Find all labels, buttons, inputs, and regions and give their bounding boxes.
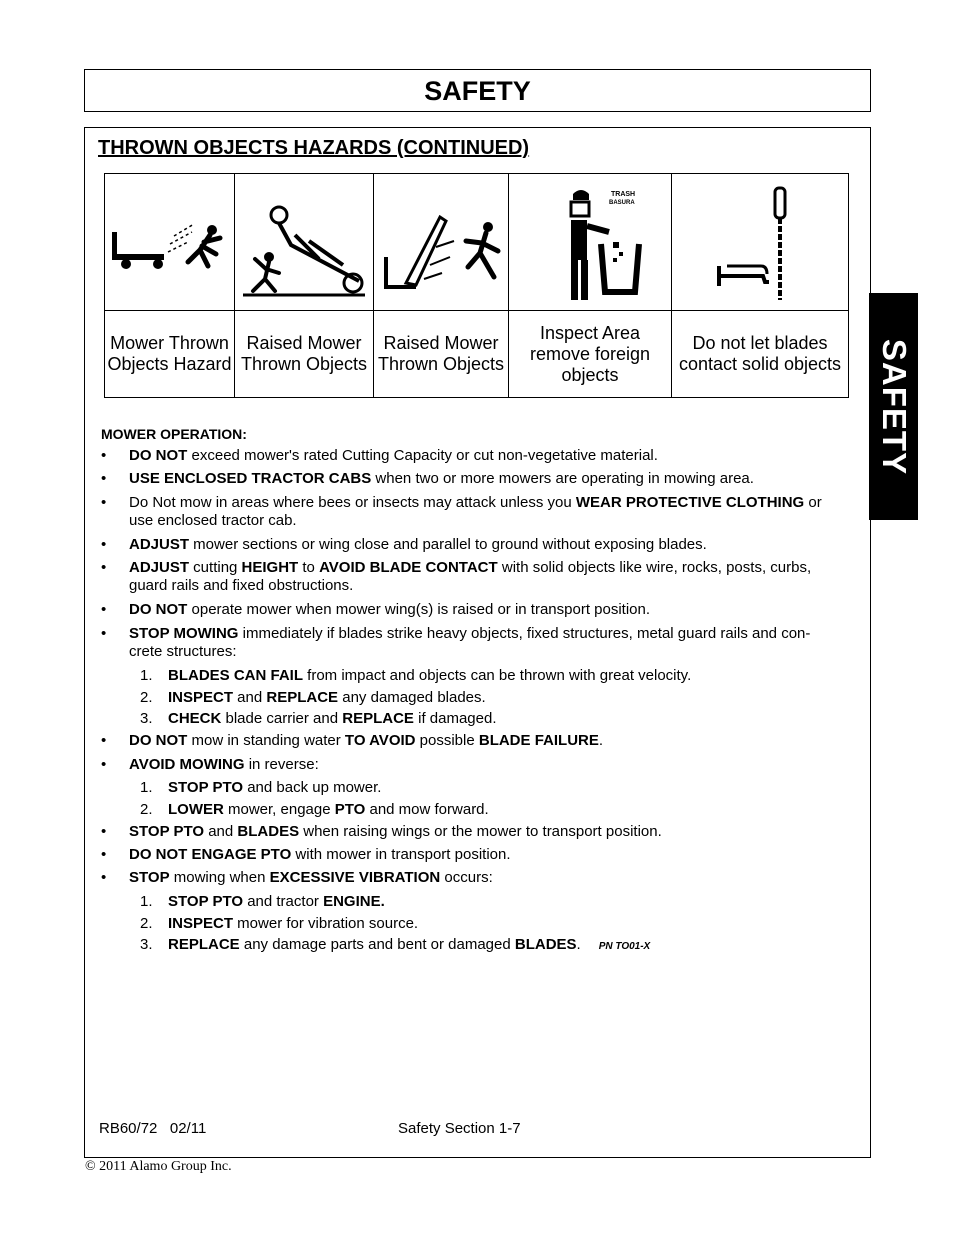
step-item: LOWER mower, engage PTO and mow forward. bbox=[168, 801, 489, 818]
copyright: © 2011 Alamo Group Inc. bbox=[85, 1159, 232, 1174]
step-item: CHECK blade carrier and REPLACE if damaged. bbox=[168, 710, 497, 727]
header-box bbox=[84, 69, 871, 112]
icon-caption: Mower Thrown Objects Hazard bbox=[105, 311, 235, 398]
list-item: ADJUST mower sections or wing close and parallel to ground without exposing blades. bbox=[129, 536, 707, 553]
side-tab-label: SAFETY bbox=[875, 338, 913, 475]
step-number: 1. bbox=[140, 893, 153, 910]
blade-contact-icon bbox=[672, 174, 849, 311]
step-number: 3. bbox=[140, 936, 153, 953]
mower-thrown-objects-icon bbox=[105, 174, 235, 311]
bullet: • bbox=[101, 732, 107, 749]
list-item: STOP MOWING immediately if blades strike heavy objects, fixed structures, metal guard rails and con- crete structures: bbox=[129, 625, 811, 660]
bullet: • bbox=[101, 823, 107, 840]
raised-mower-hazard-icon bbox=[374, 174, 509, 311]
step-item: STOP PTO and back up mower. bbox=[168, 779, 382, 796]
bullet: • bbox=[101, 470, 107, 487]
list-item: DO NOT operate mower when mower wing(s) is raised or in transport position. bbox=[129, 601, 651, 618]
list-item: Do Not mow in areas where bees or insects may attack unless you WEAR PROTECTIVE CLOTHING or use enclosed tractor cab. bbox=[129, 494, 822, 529]
step-number: 2. bbox=[140, 801, 153, 818]
bullet: • bbox=[101, 536, 107, 553]
icon-caption: Raised Mower Thrown Objects bbox=[235, 311, 374, 398]
step-number: 1. bbox=[140, 779, 153, 796]
list-item: DO NOT mow in standing water TO AVOID possible BLADE FAILURE. bbox=[129, 732, 604, 749]
list-item: DO NOT exceed mower's rated Cutting Capacity or cut non-vegetative material. bbox=[129, 447, 658, 464]
step-item: INSPECT and REPLACE any damaged blades. bbox=[168, 689, 486, 706]
page-header-title: SAFETY bbox=[424, 76, 531, 106]
trash-sign-text: TRASH bbox=[611, 191, 636, 198]
bullet: • bbox=[101, 601, 107, 618]
safety-icons-table bbox=[104, 173, 849, 398]
side-tab bbox=[869, 293, 918, 520]
list-item: STOP mowing when EXCESSIVE VIBRATION occurs: bbox=[129, 869, 493, 886]
inspect-area-trash-icon bbox=[509, 174, 672, 311]
step-item: BLADES CAN FAIL from impact and objects can be thrown with great velocity. bbox=[168, 667, 692, 684]
bullet: • bbox=[101, 869, 107, 886]
icon-caption: Do not let blades contact solid objects bbox=[672, 311, 849, 398]
list-item: AVOID MOWING in reverse: bbox=[129, 756, 319, 773]
bullet: • bbox=[101, 494, 107, 511]
bullet: • bbox=[101, 846, 107, 863]
list-item: ADJUST cutting HEIGHT to AVOID BLADE CONTACT with solid objects like wire, rocks, posts, curbs, guard rails and fixed obstructions. bbox=[129, 559, 812, 594]
step-number: 2. bbox=[140, 689, 153, 706]
list-item: STOP PTO and BLADES when raising wings or the mower to transport position. bbox=[129, 823, 662, 840]
part-number: PN TO01-X bbox=[598, 941, 651, 952]
step-number: 2. bbox=[140, 915, 153, 932]
list-item: USE ENCLOSED TRACTOR CABS when two or more mowers are operating in mowing area. bbox=[129, 470, 754, 487]
bullet: • bbox=[101, 559, 107, 576]
icon-caption: Raised Mower Thrown Objects bbox=[374, 311, 509, 398]
step-number: 1. bbox=[140, 667, 153, 684]
section-title: THROWN OBJECTS HAZARDS (CONTINUED) bbox=[98, 137, 530, 159]
footer-page-label: Safety Section 1-7 bbox=[398, 1120, 521, 1137]
bullet: • bbox=[101, 447, 107, 464]
raised-mower-icon bbox=[235, 174, 374, 311]
list-item: DO NOT ENGAGE PTO with mower in transport position. bbox=[129, 846, 511, 863]
bullet: • bbox=[101, 756, 107, 773]
mower-operation-heading: MOWER OPERATION: bbox=[101, 426, 247, 442]
step-item: STOP PTO and tractor ENGINE. bbox=[168, 893, 385, 910]
footer-model-date: RB60/72 02/11 bbox=[99, 1120, 207, 1137]
step-item: REPLACE any damage parts and bent or damaged BLADES. PN TO01-X bbox=[168, 936, 651, 953]
bullet: • bbox=[101, 625, 107, 642]
icon-caption: Inspect Area remove foreign objects bbox=[509, 311, 672, 398]
trash-sign-text-2: BASURA bbox=[609, 200, 635, 206]
step-number: 3. bbox=[140, 710, 153, 727]
step-item: INSPECT mower for vibration source. bbox=[168, 915, 419, 932]
